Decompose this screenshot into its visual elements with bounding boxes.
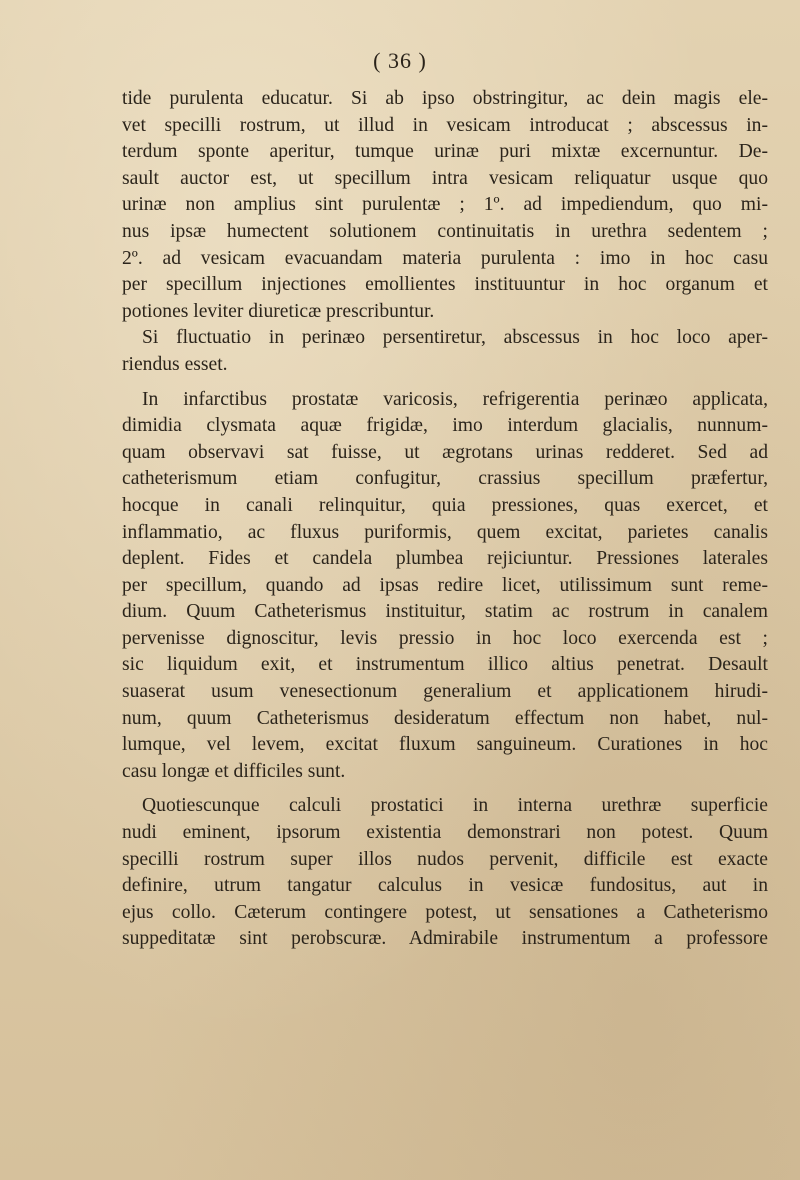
text-line: catheterismum etiam confugitur, crassius specillum præfertur, [122,468,768,490]
text-line: sault auctor est, ut specillum intra vesicam reliquatur usque quo [122,167,768,189]
text-line: Si fluctuatio in perinæo persentiretur, abscessus in hoc loco aper- [142,327,768,349]
paragraph [122,86,768,325]
text-line: tide purulenta educatur. Si ab ipso obstringitur, ac dein magis ele- [122,88,768,109]
text-line: riendus esset. [122,353,228,375]
text-line: inflammatio, ac fluxus puriformis, quem excitat, parietes canalis [122,521,768,543]
text-line: suppeditatæ sint perobscuræ. Admirabile instrumentum a professore [122,928,768,950]
text-line: nudi eminent, ipsorum existentia demonstrari non potest. Quum [122,822,768,844]
paragraph [122,793,768,953]
text-line: num, quum Catheterismus desideratum effectum non habet, nul- [122,707,768,729]
text-line: lumque, vel levem, excitat fluxum sanguineum. Curationes in hoc [122,734,768,756]
paragraph [122,325,768,378]
paragraph-gap [122,379,768,387]
text-line: Quotiescunque calculi prostatici in interna urethræ superficie [142,795,768,817]
paragraph-gap [122,785,768,793]
text-line: terdum sponte aperitur, tumque urinæ puri mixtæ excernuntur. De- [122,141,768,163]
text-line: quam observavi sat fuisse, ut ægrotans urinas redderet. Sed ad [122,441,768,463]
text-line: dimidia clysmata aquæ frigidæ, imo interdum glacialis, nunnum- [122,415,768,437]
paragraph [122,387,768,786]
text-line: hocque in canali relinquitur, quia pressiones, quas exercet, et [122,494,768,516]
text-line: In infarctibus prostatæ varicosis, refrigerentia perinæo applicata, [142,388,768,410]
text-line: definire, utrum tangatur calculus in vesicæ fundositus, aut in [122,875,768,897]
text-line: suaserat usum venesectionum generalium et applicationem hirudi- [122,681,768,703]
body-text [122,86,768,953]
text-line: deplent. Fides et candela plumbea rejiciuntur. Pressiones laterales [122,548,768,570]
text-line: per specillum injectiones emollientes instituuntur in hoc organum et [122,274,768,296]
text-line: dium. Quum Catheterismus instituitur, statim ac rostrum in canalem [122,601,768,623]
text-line: potiones leviter diureticæ prescribuntur. [122,300,435,322]
text-line: specilli rostrum super illos nudos pervenit, difficile est exacte [122,848,768,870]
text-line: urinæ non amplius sint purulentæ ; 1º. ad impediendum, quo mi- [122,194,768,216]
text-line: vet specilli rostrum, ut illud in vesicam introducat ; abscessus in- [122,114,768,136]
text-line: per specillum, quando ad ipsas redire licet, utilissimum sunt reme- [122,574,768,596]
text-line: casu longæ et difficiles sunt. [122,760,346,782]
text-line: 2º. ad vesicam evacuandam materia purulenta : imo in hoc casu [122,247,768,269]
text-line: ejus collo. Cæterum contingere potest, ut sensationes a Catheterismo [122,901,768,923]
text-line: nus ipsæ humectent solutionem continuitatis in urethra sedentem ; [122,220,768,242]
text-line: pervenisse dignoscitur, levis pressio in hoc loco exercenda est ; [122,627,768,649]
page-number: ( 36 ) [373,48,427,73]
text-line: sic liquidum exit, et instrumentum illico altius penetrat. Desault [122,654,768,676]
